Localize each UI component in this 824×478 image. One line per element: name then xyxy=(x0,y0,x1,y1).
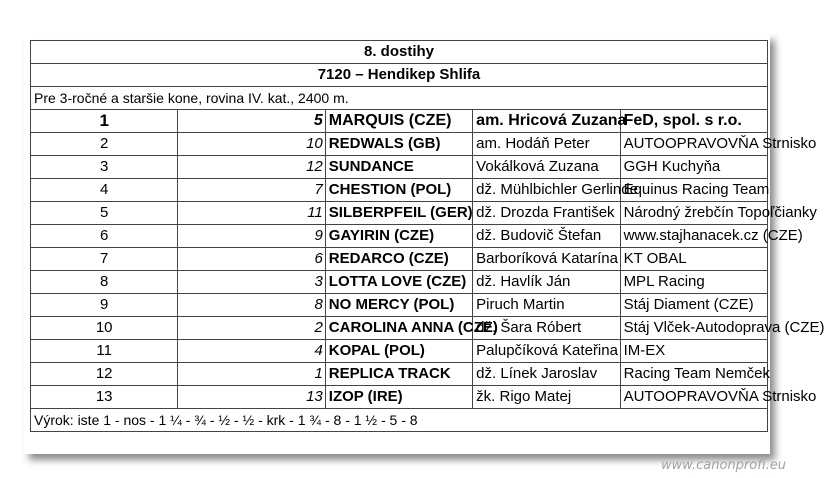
position-cell: 13 xyxy=(31,386,178,409)
verdict-row xyxy=(31,409,768,432)
jockey-cell: am. Hodáň Peter xyxy=(473,133,620,156)
position-cell: 8 xyxy=(31,271,178,294)
horse-name-cell: REDWALS (GB) xyxy=(325,133,472,156)
owner-cell: www.stajhanacek.cz (CZE) xyxy=(620,225,767,248)
table-row xyxy=(31,179,768,202)
owner-cell: Stáj Diament (CZE) xyxy=(620,294,767,317)
owner-cell: GGH Kuchyňa xyxy=(620,156,767,179)
table-row xyxy=(31,363,768,386)
verdict-text: Výrok: iste 1 - nos - 1 ¼ - ¾ - ½ - ½ - krk - 1 ¾ - 8 - 1 ½ - 5 - 8 xyxy=(31,409,768,432)
owner-cell: Racing Team Nemček xyxy=(620,363,767,386)
owner-cell: Equinus Racing Team xyxy=(620,179,767,202)
position-cell: 2 xyxy=(31,133,178,156)
race-title: 8. dostihy xyxy=(31,41,768,64)
position-cell: 10 xyxy=(31,317,178,340)
horse-name-cell: SILBERPFEIL (GER) xyxy=(325,202,472,225)
horse-name-cell: LOTTA LOVE (CZE) xyxy=(325,271,472,294)
jockey-cell: dž. Havlík Ján xyxy=(473,271,620,294)
owner-cell: MPL Racing xyxy=(620,271,767,294)
jockey-cell: Palupčíková Kateřina xyxy=(473,340,620,363)
start-number-cell: 8 xyxy=(178,294,325,317)
table-row xyxy=(31,110,768,133)
table-row xyxy=(31,248,768,271)
race-name-row xyxy=(31,64,768,87)
table-row xyxy=(31,294,768,317)
jockey-cell: dž. Mühlbichler Gerlinde xyxy=(473,179,620,202)
start-number-cell: 3 xyxy=(178,271,325,294)
start-number-cell: 7 xyxy=(178,179,325,202)
start-number-cell: 11 xyxy=(178,202,325,225)
table-row xyxy=(31,133,768,156)
horse-name-cell: CAROLINA ANNA (CZE) xyxy=(325,317,472,340)
start-number-cell: 10 xyxy=(178,133,325,156)
jockey-cell: am. Hricová Zuzana xyxy=(473,110,620,133)
jockey-cell: žk. Rigo Matej xyxy=(473,386,620,409)
race-conditions: Pre 3-ročné a staršie kone, rovina IV. kat., 2400 m. xyxy=(31,87,768,110)
jockey-cell: Piruch Martin xyxy=(473,294,620,317)
position-cell: 3 xyxy=(31,156,178,179)
position-cell: 11 xyxy=(31,340,178,363)
watermark: www.canonprofi.eu xyxy=(660,458,786,473)
race-title-row xyxy=(31,41,768,64)
position-cell: 5 xyxy=(31,202,178,225)
table-row xyxy=(31,317,768,340)
position-cell: 6 xyxy=(31,225,178,248)
horse-name-cell: IZOP (IRE) xyxy=(325,386,472,409)
horse-name-cell: KOPAL (POL) xyxy=(325,340,472,363)
owner-cell: KT OBAL xyxy=(620,248,767,271)
owner-cell: AUTOOPRAVOVŇA Strnisko xyxy=(620,133,767,156)
results-sheet xyxy=(24,34,824,454)
owner-cell: AUTOOPRAVOVŇA Strnisko xyxy=(620,386,767,409)
jockey-cell: dž. Drozda František xyxy=(473,202,620,225)
horse-name-cell: REPLICA TRACK xyxy=(325,363,472,386)
horse-name-cell: CHESTION (POL) xyxy=(325,179,472,202)
horse-name-cell: MARQUIS (CZE) xyxy=(325,110,472,133)
start-number-cell: 1 xyxy=(178,363,325,386)
jockey-cell: Barboríková Katarína xyxy=(473,248,620,271)
owner-cell: FeD, spol. s r.o. xyxy=(620,110,767,133)
table-row xyxy=(31,271,768,294)
position-cell: 4 xyxy=(31,179,178,202)
jockey-cell: dž. Budovič Štefan xyxy=(473,225,620,248)
start-number-cell: 9 xyxy=(178,225,325,248)
race-results-table xyxy=(30,40,824,432)
position-cell: 9 xyxy=(31,294,178,317)
start-number-cell: 12 xyxy=(178,156,325,179)
position-cell: 7 xyxy=(31,248,178,271)
start-number-cell: 2 xyxy=(178,317,325,340)
horse-name-cell: NO MERCY (POL) xyxy=(325,294,472,317)
table-row xyxy=(31,386,768,409)
horse-name-cell: REDARCO (CZE) xyxy=(325,248,472,271)
table-row xyxy=(31,225,768,248)
table-row xyxy=(31,156,768,179)
start-number-cell: 13 xyxy=(178,386,325,409)
horse-name-cell: GAYIRIN (CZE) xyxy=(325,225,472,248)
owner-cell: IM-EX xyxy=(620,340,767,363)
table-row xyxy=(31,202,768,225)
jockey-cell: dž. Šara Róbert xyxy=(473,317,620,340)
race-conditions-row xyxy=(31,87,768,110)
start-number-cell: 4 xyxy=(178,340,325,363)
race-name: 7120 – Hendikep Shlifa xyxy=(31,64,768,87)
owner-cell: Národný žrebčín Topoľčianky xyxy=(620,202,767,225)
position-cell: 12 xyxy=(31,363,178,386)
table-row xyxy=(31,340,768,363)
start-number-cell: 6 xyxy=(178,248,325,271)
horse-name-cell: SUNDANCE xyxy=(325,156,472,179)
jockey-cell: Vokálková Zuzana xyxy=(473,156,620,179)
owner-cell: Stáj Vlček-Autodoprava (CZE) xyxy=(620,317,767,340)
jockey-cell: dž. Línek Jaroslav xyxy=(473,363,620,386)
start-number-cell: 5 xyxy=(178,110,325,133)
position-cell: 1 xyxy=(31,110,178,133)
